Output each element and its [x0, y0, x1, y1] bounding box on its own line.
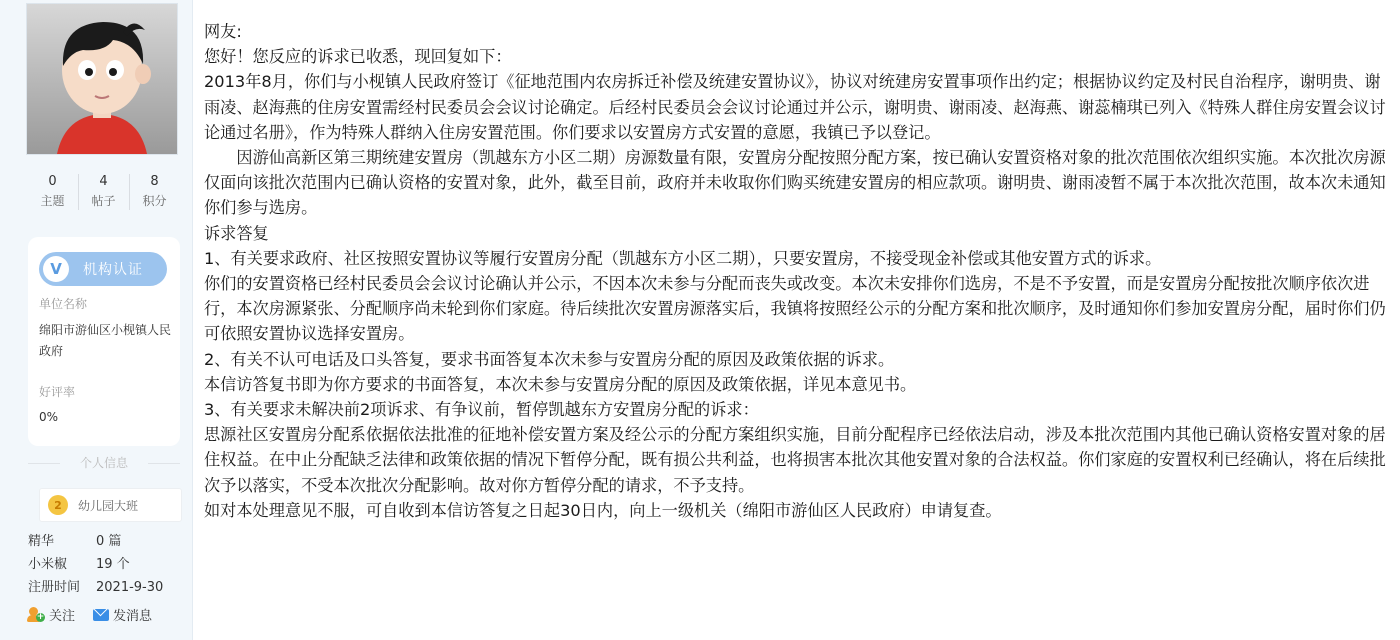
avatar[interactable] — [27, 4, 177, 154]
user-rank[interactable] — [39, 488, 182, 522]
verify-label: 机构认证 — [83, 262, 143, 278]
rating-value: 0% — [39, 410, 59, 424]
info-essence-key: 精华 — [28, 534, 55, 549]
rank-label: 幼儿园大班 — [78, 498, 139, 513]
verification-card — [28, 237, 180, 446]
info-essence-value: 0 篇 — [96, 534, 122, 549]
stat-threads[interactable] — [27, 172, 78, 216]
info-essence — [28, 530, 121, 549]
post-paragraph: 你们的安置资格已经村民委员会会议讨论确认并公示，不因本次未参与分配而丧失或改变。本次未安排你们选房，不是不予安置，而是安置房分配按批次顺序依次进行，本次房源紧张、分配顺序尚未轮到你们家庭。待后续批次安置房源落实后，我镇将按照经公示的分配方案和批次顺序，及时通知你们参加安置房分配，届时你们仍可依照安置协议选择安置房。 — [204, 274, 1386, 344]
stat-posts-num: 4 — [99, 174, 108, 189]
info-peppers — [28, 553, 130, 572]
user-sidebar — [0, 0, 193, 640]
stat-threads-label: 主题 — [40, 194, 65, 208]
post-paragraph: 思源社区安置房分配系依据依法批准的征地补偿安置方案及经公示的分配方案组织实施，目前分配程序已经依法启动，涉及本批次范围内其他已确认资格安置对象的居住权益。在中止分配缺乏法律和政策依据的情况下暂停分配，既有损公共利益，也将损害本批次其他安置对象的合法权益。你们家庭的安置权利已经确认，将在后续批次予以落实，不受本次批次分配影响。故对你方暂停分配的请求，不予支持。 — [204, 425, 1386, 495]
follow-label: 关注 — [49, 609, 76, 624]
unit-name-label: 单位名称 — [39, 297, 88, 311]
rating-label: 好评率 — [39, 385, 76, 399]
user-stats — [27, 172, 180, 216]
post-item: 3、有关要求未解决前2项诉求、有争议前，暂停凯越东方安置房分配的诉求： — [204, 400, 759, 420]
post-content — [204, 19, 1394, 523]
info-peppers-value: 19 个 — [96, 557, 130, 572]
post-heading: 诉求答复 — [204, 223, 269, 243]
institution-verify-badge[interactable] — [39, 252, 167, 286]
mail-icon — [93, 609, 109, 621]
user-actions — [27, 605, 152, 624]
info-peppers-key: 小米椒 — [28, 557, 68, 572]
stat-points-num: 8 — [150, 174, 159, 189]
stat-threads-num: 0 — [48, 174, 57, 189]
default-avatar-icon — [27, 4, 177, 154]
info-register-value: 2021-9-30 — [96, 580, 164, 595]
stat-points[interactable] — [129, 172, 180, 216]
stat-points-label: 积分 — [142, 194, 167, 208]
unit-name-value: 绵阳市游仙区小枧镇人民政府 — [39, 323, 172, 358]
rank-level-icon: 2 — [48, 495, 68, 515]
follow-button[interactable] — [27, 605, 75, 624]
post-paragraph: 如对本处理意见不服，可自收到本信访答复之日起30日内，向上一级机关（绵阳市游仙区人民政府）申请复查。 — [204, 500, 1002, 520]
info-register-key: 注册时间 — [28, 580, 81, 595]
verified-v-icon: V — [43, 256, 69, 282]
post-paragraph: 2013年8月，你们与小枧镇人民政府签订《征地范围内农房拆迁补偿及统建安置协议》，协议对统建房安置事项作出约定；根据协议约定及村民自治程序，谢明贵、谢雨凌、赵海燕的住房安置需经村民委员会会议讨论确定。后经村民委员会会议讨论通过并公示，谢明贵、谢雨凌、赵海燕、谢蕊楠琪已列入《特殊人群住房安置会议讨论通过名册》，作为特殊人群纳入住房安置范围。你们要求以安置房方式安置的意愿，我镇已予以登记。 — [204, 72, 1386, 142]
follow-user-icon: + — [27, 607, 45, 623]
personal-info-title: 个人信息 — [28, 454, 180, 472]
info-register-date — [28, 576, 163, 595]
post-item: 1、有关要求政府、社区按照安置协议等履行安置房分配（凯越东方小区二期），只要安置房，不接受现金补偿或其他安置方式的诉求。 — [204, 248, 1162, 268]
post-paragraph: 因游仙高新区第三期统建安置房（凯越东方小区二期）房源数量有限，安置房分配按照分配方案，按已确认安置资格对象的批次范围依次组织实施。本次批次房源仅面向该批次范围内已确认资格的安置对象，此外，截至目前，政府并未收取你们购买统建安置房的相应款项。谢明贵、谢雨凌暂不属于本次批次范围，故本次未通知你们参与选房。 — [204, 148, 1386, 218]
stat-posts-label: 帖子 — [91, 194, 116, 208]
post-intro: 您好！您反应的诉求已收悉，现回复如下： — [204, 47, 512, 67]
post-greeting: 网友: — [204, 22, 242, 41]
message-label: 发消息 — [113, 609, 153, 624]
message-button[interactable] — [93, 605, 152, 624]
stat-posts[interactable] — [78, 172, 129, 216]
post-paragraph: 本信访答复书即为你方要求的书面答复，本次未参与安置房分配的原因及政策依据，详见本意见书。 — [204, 374, 917, 394]
post-item: 2、有关不认可电话及口头答复，要求书面答复本次未参与安置房分配的原因及政策依据的诉求。 — [204, 349, 895, 369]
